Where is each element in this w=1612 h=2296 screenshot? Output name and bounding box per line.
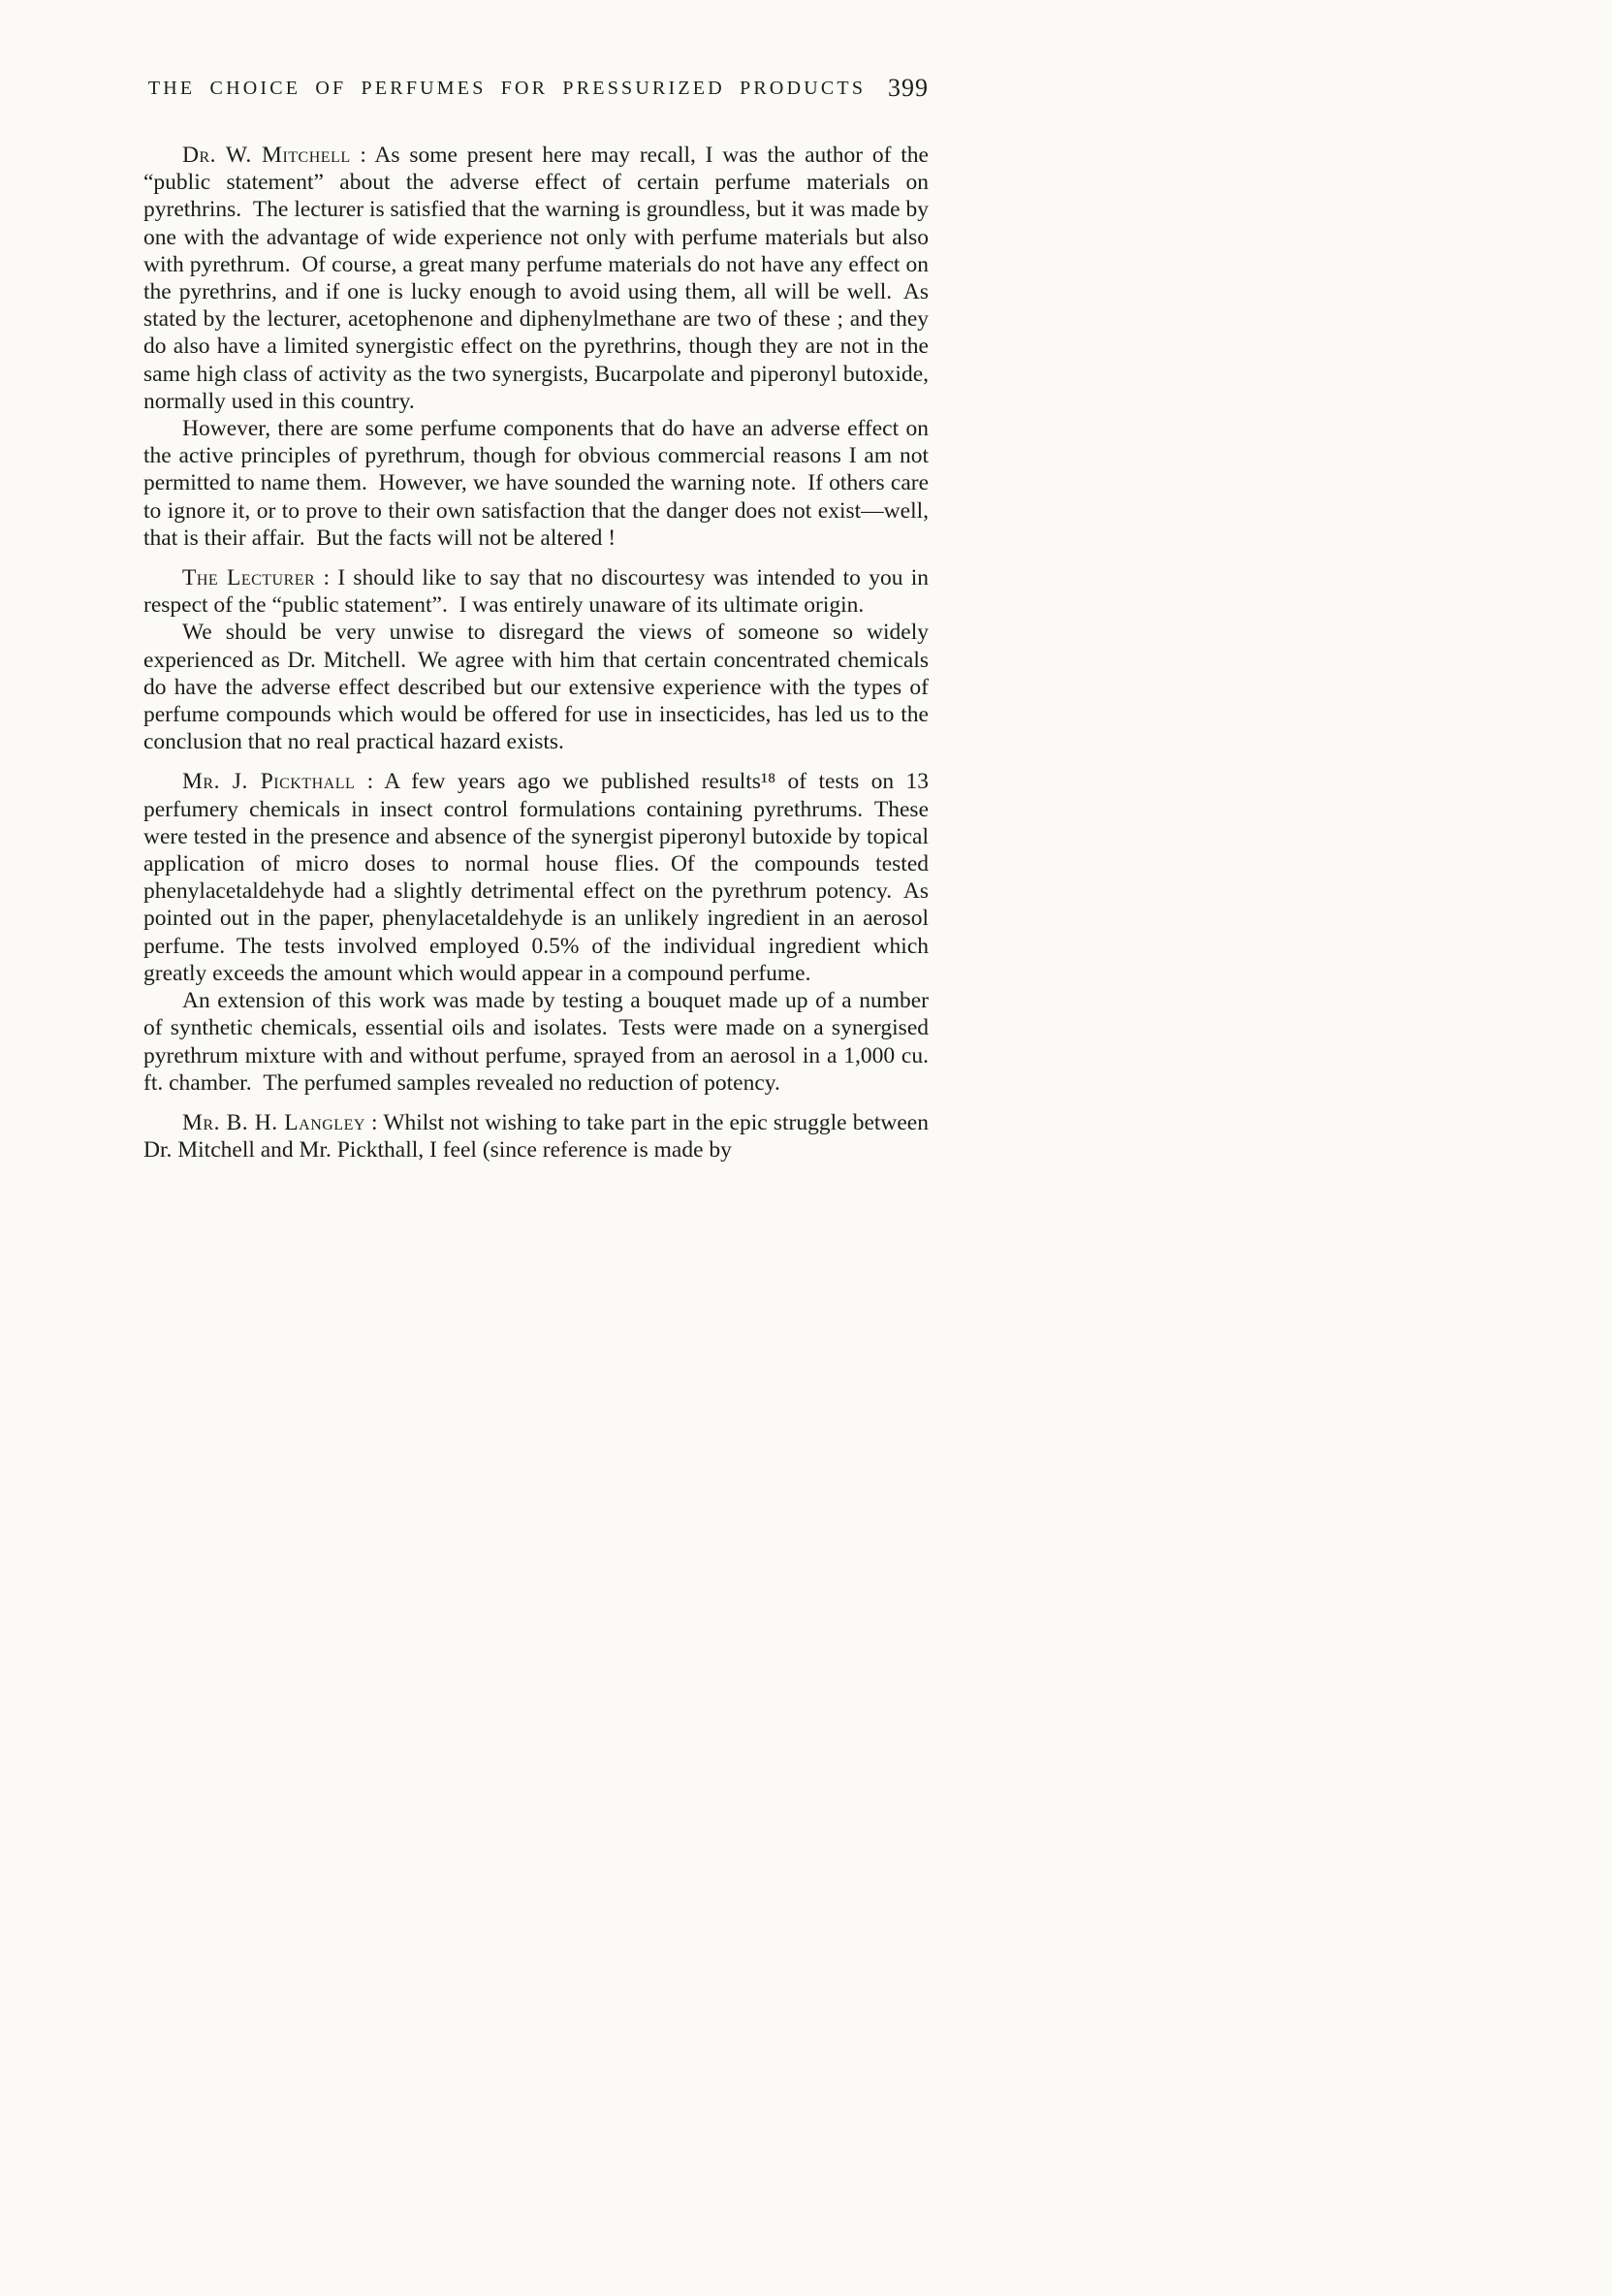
paragraph: Mr. B. H. Langley : Whilst not wishing to take part in the epic struggle between Dr. Mitchell and Mr. Pickthall, I feel (since reference is made by — [143, 1109, 929, 1164]
running-header — [143, 74, 929, 111]
paragraph: The Lecturer : I should like to say that no discourtesy was intended to you in respect of the “public statement”. I was entirely unaware of its ultimate origin. — [143, 565, 930, 619]
paragraph: An extension of this work was made by testing a bouquet made up of a number of synthetic chemicals, essential oils and isolates. Tests were made on a synergised pyrethrum mixture with and without perfume, sprayed from an aerosol in a 1,000 cu. ft. chamber. The perfumed samples revealed no reduction of potency. — [143, 988, 929, 1096]
speaker-name: Mr. B. H. Langley — [182, 1109, 365, 1135]
paragraph: Dr. W. Mitchell : As some present here may recall, I was the author of the “public statement” about the adverse effect of certain perfume materials on pyrethrins. The lecturer is satisfied that the warning is groundless, but it was made by one with the advantage of wide experience not only with perfume materials but also with pyrethrum. Of course, a great many perfume materials do not have any effect on the pyrethrins, and if one is lucky enough to avoid using them, all will be well. As stated by the lecturer, acetophenone and diphenylmethane are two of these ; and they do also have a limited synergistic effect on the pyrethrins, though they are not in the same high class of activity as the two synergists, Bucarpolate and piperonyl butoxide, normally used in this country. — [143, 143, 929, 414]
running-title: THE CHOICE OF PERFUMES FOR PRESSURIZED PRODUCTS — [147, 78, 867, 99]
paragraph: However, there are some perfume components that do have an adverse effect on the active principles of pyrethrum, though for obvious commercial reasons I am not permitted to name them. However, we have sounded the warning note. If others care to ignore it, or to prove to their own satisfaction that the danger does not exist—well, that is their affair. But the facts will not be altered ! — [143, 416, 929, 551]
paragraph: We should be very unwise to disregard the views of someone so widely experienced as Dr. Mitchell. We agree with him that certain concentrated chemicals do have the adverse effect described but our extensive experience with the types of perfume compounds which would be offered for use in insecticides, has led us to the conclusion that no real practical hazard exists. — [143, 620, 929, 755]
speaker-name: The Lecturer — [182, 565, 316, 591]
paragraph: Mr. J. Pickthall : A few years ago we published results¹⁸ of tests on 13 perfumery chemicals in insect control formulations containing pyrethrums. These were tested in the presence and absence of the synergist piperonyl butoxide by topical application of micro doses to normal house flies. Of the compounds tested phenylacetaldehyde had a slightly detrimental effect on the pyrethrum potency. As pointed out in the paper, phenylacetaldehyde is an unlikely ingredient in an aerosol perfume. The tests involved employed 0.5% of the individual ingredient which greatly exceeds the amount which would appear in a compound perfume. — [143, 769, 929, 986]
speaker-name: Dr. W. Mitchell — [182, 143, 351, 168]
body-text — [143, 142, 929, 1164]
speaker-name: Mr. J. Pickthall — [182, 769, 356, 795]
page-content — [143, 74, 930, 1164]
page-number: 399 — [888, 74, 929, 102]
